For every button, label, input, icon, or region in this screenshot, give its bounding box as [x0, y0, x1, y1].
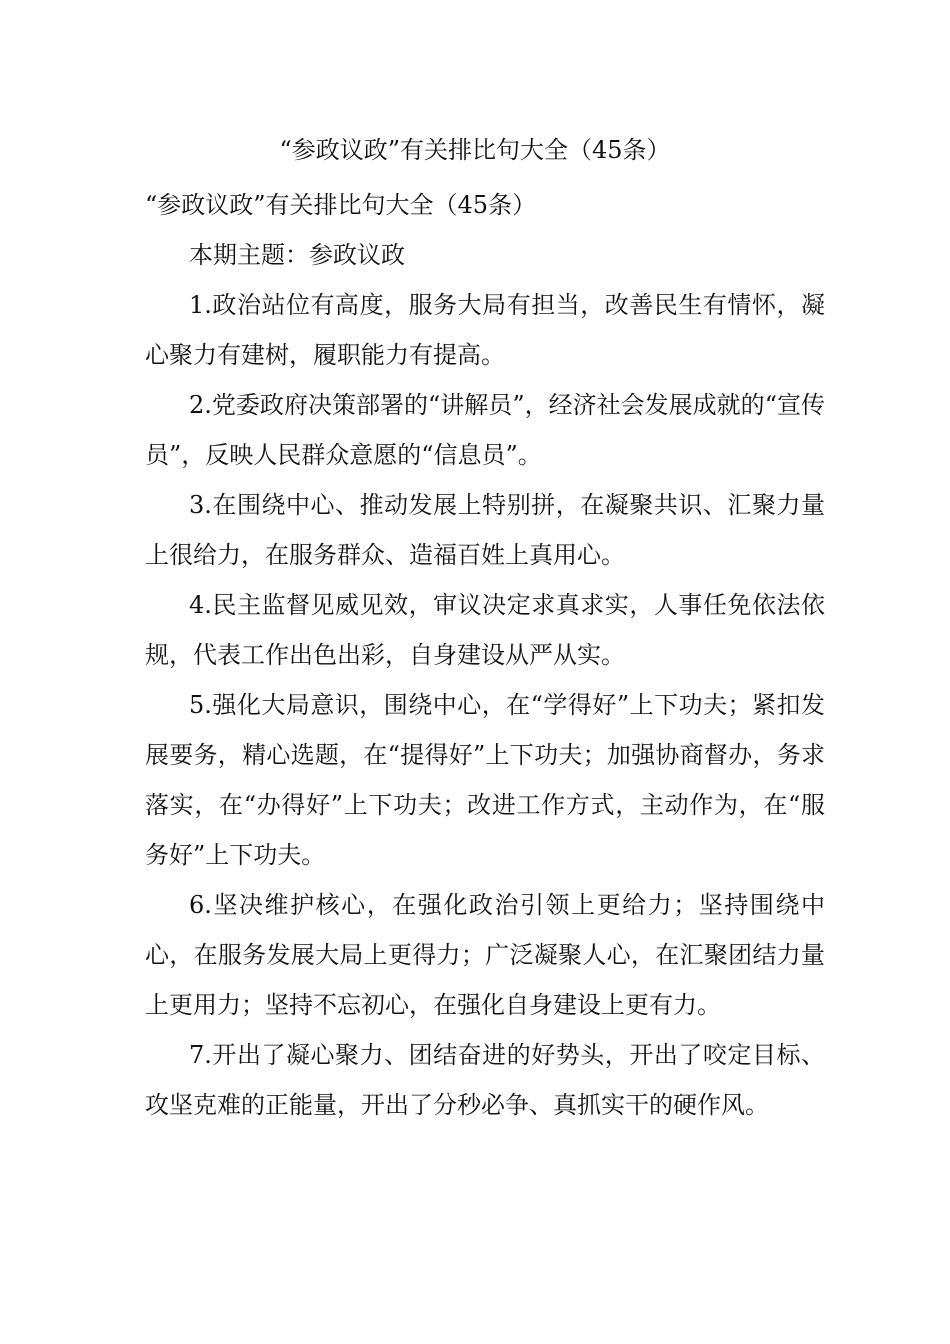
- paragraph-2: 2.党委政府决策部署的“讲解员”，经济社会发展成就的“宣传员”，反映人民群众意愿的“信息员”。: [145, 391, 825, 469]
- theme-line: 本期主题：参政议政: [189, 241, 405, 269]
- paragraph-7: 7.开出了凝心聚力、团结奋进的好势头，开出了咬定目标、攻坚克难的正能量，开出了分秒必争、真抓实干的硬作风。: [145, 1041, 825, 1119]
- paragraph-4: 4.民主监督见威见效，审议决定求真求实，人事任免依法依规，代表工作出色出彩，自身建设从严从实。: [145, 591, 825, 669]
- paragraph-5: 5.强化大局意识，围绕中心，在“学得好”上下功夫；紧扣发展要务，精心选题，在“提得好”上下功夫；加强协商督办，务求落实，在“办得好”上下功夫；改进工作方式，主动作为，在“服务好”上下功夫。: [145, 691, 825, 869]
- document-subtitle: “参政议政”有关排比句大全（45条）: [145, 191, 537, 219]
- document-body: [145, 180, 825, 1130]
- paragraph-3: 3.在围绕中心、推动发展上特别拼，在凝聚共识、汇聚力量上很给力，在服务群众、造福百姓上真用心。: [145, 491, 825, 569]
- document-title: “参政议政”有关排比句大全（45条）: [279, 136, 671, 164]
- paragraph-1: 1.政治站位有高度，服务大局有担当，改善民生有情怀，凝心聚力有建树，履职能力有提高。: [145, 291, 825, 369]
- paragraph-6: 6.坚决维护核心，在强化政治引领上更给力；坚持围绕中心，在服务发展大局上更得力；广泛凝聚人心，在汇聚团结力量上更用力；坚持不忘初心，在强化自身建设上更有力。: [145, 891, 825, 1019]
